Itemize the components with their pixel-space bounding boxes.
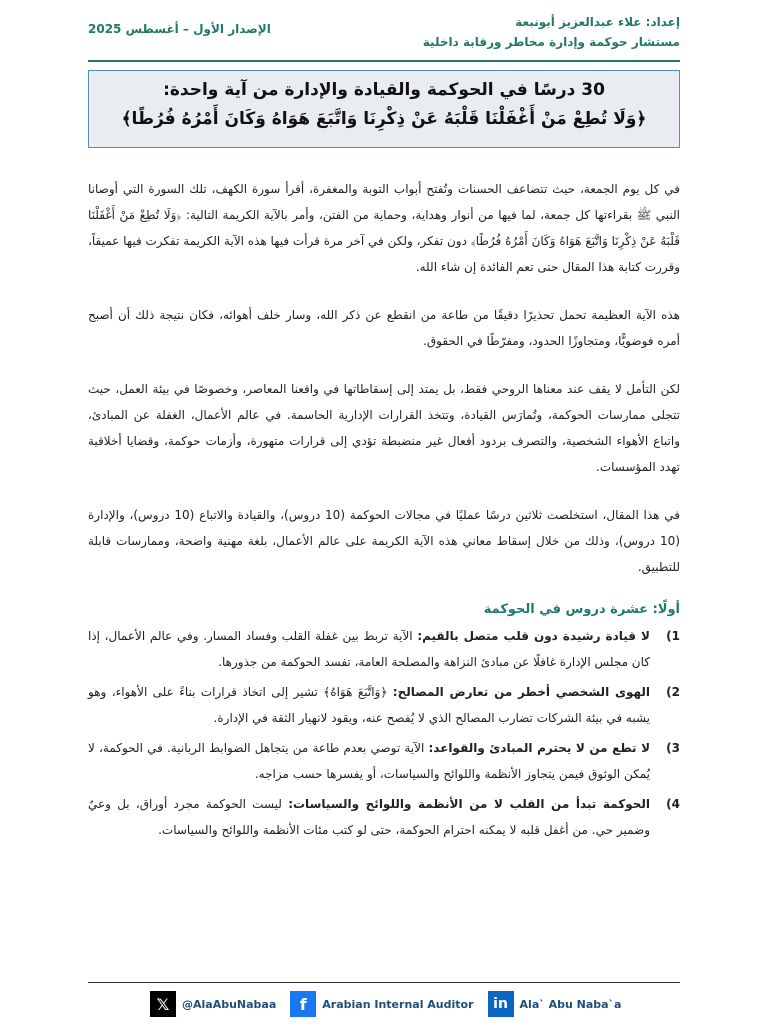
- header-divider: [88, 60, 680, 62]
- x-link[interactable]: [150, 991, 276, 1017]
- author-block: [423, 12, 680, 52]
- x-logo-icon: 𝕏: [150, 991, 176, 1017]
- paragraph-intro: في كل يوم الجمعة، حيث تتضاعف الحسنات وتُفتح أبواب التوبة والمغفرة، أقرأ سورة الكهف، تلك السورة التي أوصانا النبي ﷺ بقراءتها كل جمعة، لما فيها من أنوار وهداية، وحماية من الفتن، وأمر بالآية الكريمة التالية: ﴿وَلَا تُطِعْ مَنْ أَغْفَلْنَا قَلْبَهُ عَنْ ذِكْرِنَا وَاتَّبَعَ هَوَاهُ وَكَانَ أَمْرُهُ فُرُطًا﴾ دون تفكر، ولكن في آخر مرة قرأت فيها هذه الآية الكريمة تفكرت فيها عميقاً، وقررت كتابة هذا المقال حتى تعم الفائدة إن شاء الله.: [88, 182, 680, 274]
- linkedin-name: Ala` Abu Naba`a: [519, 997, 622, 1011]
- facebook-name: Arabian Internal Auditor: [322, 997, 474, 1011]
- lesson-text: ليست الحوكمة مجرد أوراق، بل وعيٌ وضمير حي. من أغفل قلبه لا يمكنه احترام الحوكمة، حتى لو كتب مئات الأنظمة واللوائح والسياسات.: [88, 797, 650, 837]
- facebook-icon: f: [290, 991, 316, 1017]
- article-title: 30 درسًا في الحوكمة والقيادة والإدارة من آية واحدة:: [163, 80, 605, 100]
- article-body: [88, 176, 680, 847]
- lesson-item: [88, 791, 680, 843]
- lessons-list: [88, 623, 680, 843]
- page-footer: [150, 990, 630, 1018]
- author-role: مستشار حوكمة وإدارة مخاطر ورقابة داخلية: [422, 35, 680, 49]
- lesson-item: [88, 623, 680, 675]
- linkedin-icon: in: [488, 991, 514, 1017]
- footer-divider: [88, 982, 680, 983]
- lesson-item: [88, 679, 680, 731]
- page-header: [88, 8, 680, 58]
- section-title: أولًا: عشرة دروس في الحوكمة: [483, 602, 680, 617]
- x-handle: @AlaAbuNabaa: [182, 997, 277, 1011]
- lesson-number: 4): [666, 797, 680, 811]
- lesson-number: 1): [666, 629, 680, 643]
- edition-label: الإصدار الأول – أغسطس 2025: [88, 22, 271, 36]
- lesson-number: 3): [666, 741, 680, 755]
- linkedin-link[interactable]: [488, 991, 622, 1017]
- lesson-title: الهوى الشخصي أخطر من تعارض المصالح:: [392, 685, 651, 699]
- lesson-title: لا تطع من لا يحترم المبادئ والقواعد:: [428, 741, 651, 755]
- lesson-title: لا قيادة رشيدة دون قلب متصل بالقيم:: [417, 629, 650, 643]
- lesson-text: الآية تربط بين غفلة القلب وفساد المسار. وفي عالم الأعمال، إذا كان مجلس الإدارة غافلًا عن مبادئ النزاهة والمصلحة العامة، تفسد الحوكمة من جذورها.: [88, 629, 650, 669]
- facebook-link[interactable]: [290, 991, 473, 1017]
- paragraph-summary: في هذا المقال، استخلصت ثلاثين درسًا عمليًا في مجالات الحوكمة (10 دروس)، والقيادة والاتباع (10 دروس)، والإدارة (10 دروس)، وذلك من خلال إسقاط معاني هذه الآية الكريمة على عالم الأعمال، بلغة مهنية واضحة، وممارسات قابلة للتطبيق.: [88, 508, 680, 574]
- author-name: إعداد: علاء عبدالعزيز أبونبعة: [515, 15, 680, 29]
- lesson-text: الآية توصي بعدم طاعة من يتجاهل الضوابط الربانية. في الحوكمة، لا يُمكن الوثوق فيمن يتجاوز الأنظمة واللوائح والسياسات، أو يفسرها حسب مزاجه.: [88, 741, 650, 781]
- lesson-title: الحوكمة تبدأ من القلب لا من الأنظمة واللوائح والسياسات:: [288, 797, 651, 811]
- paragraph-warning: هذه الآية العظيمة تحمل تحذيرًا دقيقًا من طاعة من انقطع عن ذكر الله، وسار خلف أهوائه، فكان نتيجة ذلك أن أصبح أمره فوضويًّا، ومتجاوزًا الحدود، ومفرّطًا في الحقوق.: [88, 308, 680, 348]
- paragraph-reflection: لكن التأمل لا يقف عند معناها الروحي فقط، بل يمتد إلى إسقاطاتها في واقعنا المعاصر، وخصوصًا في بيئة العمل، حيث تتجلى ممارسات الحوكمة، وتُمارَس القيادة، وتتخذ القرارات الإدارية الحاسمة. في عالم الأعمال، الغفلة عن المبادئ، واتباع الأهواء الشخصية، والتصرف بردود أفعال غير منضبطة تؤدي إلى قرارات متهورة، وأزمات حوكمة، وقضايا أخلاقية تهدد المؤسسات.: [88, 382, 680, 474]
- title-box: [88, 70, 680, 148]
- lesson-number: 2): [666, 685, 680, 699]
- verse-title: ﴿وَلَا تُطِعْ مَنْ أَغْفَلْنَا قَلْبَهُ عَنْ ذِكْرِنَا وَاتَّبَعَ هَوَاهُ وَكَانَ أَمْرُهُ فُرُطًا﴾: [121, 109, 647, 129]
- lesson-item: [88, 735, 680, 787]
- lesson-text: ﴿وَاتَّبَعَ هَوَاهُ﴾ تشير إلى اتخاذ قرارات بناءً على الأهواء، وهو يشبه في بيئة الشركات تضارب المصالح الذي لا يُفصح عنه، ويقود لانهيار الثقة في الإدارة.: [88, 685, 650, 725]
